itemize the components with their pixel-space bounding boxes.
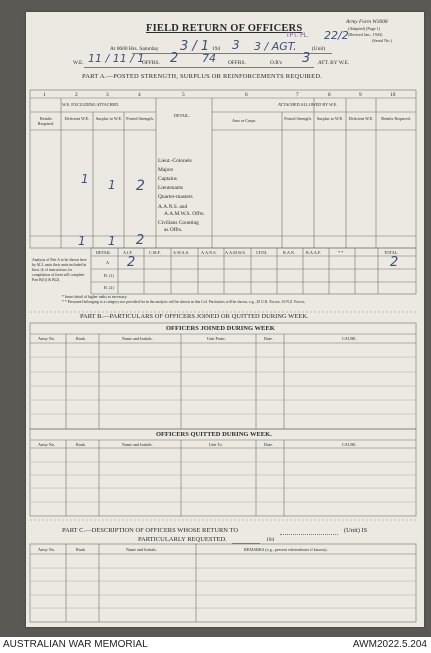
joined-header-rank: Rank. bbox=[76, 336, 86, 341]
army-form-number: Army Form W3008 bbox=[346, 19, 388, 25]
serial-label: (Serial No.) bbox=[372, 38, 392, 43]
date-line-label: At 0600 Hrs. Saturday bbox=[110, 46, 159, 52]
part-c-header-army-no: Army No. bbox=[38, 547, 55, 552]
hw-total-deficient: 1 bbox=[78, 234, 86, 248]
analysis-row-b2: B. (2) bbox=[104, 285, 114, 290]
year-label: 194 bbox=[212, 46, 221, 52]
analysis-note: Analysis of Part A to be shown here by ALL units their units included in Instr. (b of instructions for compilation of form will complete Part B(1)) & B(2). bbox=[32, 258, 87, 282]
rank-majors: Majors bbox=[158, 167, 174, 173]
part-c-year: 194 bbox=[266, 537, 275, 543]
handwritten-we-offrs: 11 / 11 / 1 bbox=[88, 52, 145, 65]
part-a-heading: PART A.—POSTED STRENGTH, SURPLUS OR REINFORCEMENTS REQUIRED. bbox=[82, 73, 323, 80]
col-number-2: 2 bbox=[75, 92, 78, 98]
we-excluding-attached-header: W.E. EXCLUDING ATTACHED. bbox=[62, 102, 120, 107]
col-number-8: 8 bbox=[328, 92, 331, 98]
part-c-header-name: Name and Initials. bbox=[126, 547, 157, 552]
deficient-we-header: Deficient W.E. bbox=[64, 116, 90, 121]
posted-strength-header: Posted Strength. bbox=[126, 116, 154, 121]
handwritten-ors: 74 bbox=[202, 52, 216, 65]
analysis-header-awas: A.W.A.S. bbox=[173, 250, 190, 255]
handwritten-unit: 3 / AGT. bbox=[254, 40, 297, 53]
hw-aif: 2 bbox=[127, 255, 136, 270]
analysis-header-total: TOTAL. bbox=[384, 250, 399, 255]
hw-surplus: 1 bbox=[108, 178, 116, 192]
quitted-title: OFFICERS QUITTED DURING WEEK. bbox=[156, 431, 272, 438]
analysis-header-aamws: A.A.M.W.S. bbox=[225, 250, 246, 255]
deficient-att-header: Deficient W.E. bbox=[348, 116, 374, 121]
footer-institution: AUSTRALIAN WAR MEMORIAL bbox=[3, 639, 148, 650]
rank-lieutenants: Lieutenants bbox=[158, 185, 184, 191]
analysis-header-aans: A.A.N.S. bbox=[201, 250, 217, 255]
offrs-label: OFFRS. bbox=[142, 60, 160, 66]
analysis-header-aif: A.I.F. bbox=[123, 250, 133, 255]
rank-captains: Captains bbox=[158, 176, 177, 182]
reinfts-required-header: Reinfts Required. bbox=[37, 116, 55, 126]
analysis-header-civil: CIVIL bbox=[256, 250, 268, 255]
col-number-7: 7 bbox=[296, 92, 299, 98]
attached-allowed-header: ATTACHED ALLOWED BY W.E. bbox=[278, 102, 338, 107]
part-c-unit-label: (Unit) IS bbox=[344, 527, 368, 534]
hw-analysis-total: 2 bbox=[390, 255, 399, 270]
joined-title: OFFICERS JOINED DURING WEEK bbox=[166, 325, 275, 332]
col-number-5: 5 bbox=[182, 92, 185, 98]
reinfts-att-header: Reinfts Required. bbox=[381, 116, 411, 121]
quitted-header-name: Name and Initials. bbox=[122, 442, 153, 447]
rank-as-offrs: as Offrs. bbox=[164, 227, 183, 233]
detail-header: DETAIL. bbox=[174, 113, 190, 118]
analysis-row-a: A. bbox=[106, 260, 111, 265]
joined-header-name: Name and Initials. bbox=[122, 336, 153, 341]
quitted-header-rank: Rank. bbox=[76, 442, 86, 447]
unit-stamp: TPT. PL. bbox=[286, 32, 309, 39]
handwritten-date: 3 / 1 bbox=[180, 39, 210, 54]
rank-lieut-colonels: Lieut.-Colonels bbox=[158, 158, 192, 164]
hw-total-surplus: 1 bbox=[108, 234, 116, 248]
footnote-1: * Insert detail of higher ranks as necessary. bbox=[62, 295, 128, 299]
rank-aamws: A.A.M.W.S. Offrs. bbox=[164, 211, 205, 217]
joined-header-date: Date. bbox=[264, 336, 273, 341]
hw-deficient: 1 bbox=[81, 172, 89, 186]
quitted-header-army-no: Army No. bbox=[38, 442, 55, 447]
rank-aans: A.A.N.S. and bbox=[158, 204, 188, 210]
handwritten-att: 3 bbox=[302, 51, 311, 66]
joined-header-cause: CAUSE. bbox=[342, 336, 357, 341]
handwritten-year: 3 bbox=[232, 38, 240, 52]
rank-civilians: Civilians Counting bbox=[158, 220, 199, 226]
hw-total-posted: 2 bbox=[136, 233, 145, 248]
handwritten-offrs: 2 bbox=[170, 51, 179, 66]
col-number-3: 3 bbox=[106, 92, 109, 98]
unit-label: (Unit) bbox=[312, 46, 326, 52]
quitted-header-cause: CAUSE. bbox=[342, 442, 357, 447]
form-title: FIELD RETURN OF OFFICERS bbox=[146, 23, 303, 34]
hw-posted: 2 bbox=[136, 178, 145, 194]
part-c-requested: PARTICULARLY REQUESTED. bbox=[138, 536, 227, 543]
offrs-label-2: OFFRS. bbox=[228, 60, 246, 66]
surplus-att-header: Surplus to W.E. bbox=[316, 116, 344, 121]
form-page bbox=[26, 12, 424, 627]
analysis-header-cmf: C.M.F. bbox=[149, 250, 161, 255]
att-label: ATT. BY W.E. bbox=[318, 60, 350, 66]
quitted-header-date: Date. bbox=[264, 442, 273, 447]
footer-bar bbox=[0, 637, 431, 653]
we-label: W.E. bbox=[73, 60, 84, 66]
rank-quartermasters: Quarter-masters bbox=[158, 194, 193, 200]
handwritten-serial: 22/2 bbox=[324, 29, 349, 42]
analysis-header-ran: R.A.N. bbox=[283, 250, 295, 255]
part-c-header-rank: Rank. bbox=[76, 547, 86, 552]
posted-strength-att-header: Posted Strength. bbox=[284, 116, 312, 121]
joined-header-unit-from: Unit From. bbox=[207, 336, 226, 341]
quitted-header-unit-to: Unit To. bbox=[209, 442, 223, 447]
part-b-heading: PART B.—PARTICULARS OF OFFICERS JOINED OR QUITTED DURING WEEK. bbox=[80, 313, 309, 320]
arm-corps-header: Arm or Corps. bbox=[232, 118, 257, 123]
revised-note: (Revised Jan., 1943) bbox=[348, 32, 383, 37]
footnote-2: * * Personnel belonging to a category not provided for in the analysis will be shown in this Col. Particulars will be shown, e.g., 20 U.K. Forces; 10 N.Z. Forces. bbox=[62, 300, 306, 304]
analysis-header-detail: DETAIL bbox=[96, 250, 111, 255]
analysis-row-b1: B. (1) bbox=[104, 273, 114, 278]
footer-accession-number: AWM2022.5.204 bbox=[352, 639, 427, 650]
part-c-heading: PART C.—DESCRIPTION OF OFFICERS WHOSE RETURN TO bbox=[62, 527, 239, 534]
joined-header-army-no: Army No. bbox=[38, 336, 55, 341]
col-number-1: 1 bbox=[43, 92, 46, 98]
adapted-note: (Adapted) (Page 1) bbox=[348, 26, 381, 31]
surplus-we-header: Surplus to W.E. bbox=[95, 116, 123, 121]
col-number-9: 9 bbox=[359, 92, 362, 98]
col-number-6: 6 bbox=[245, 92, 248, 98]
ors-label: O.R's bbox=[270, 60, 282, 66]
analysis-header-raaf: R.A.A.F. bbox=[306, 250, 322, 255]
part-c-header-remarks: REMARKS (e.g., present whereabouts if known). bbox=[244, 547, 328, 552]
col-number-4: 4 bbox=[138, 92, 141, 98]
col-number-10: 10 bbox=[390, 92, 396, 98]
analysis-header-other: * * bbox=[338, 250, 344, 255]
